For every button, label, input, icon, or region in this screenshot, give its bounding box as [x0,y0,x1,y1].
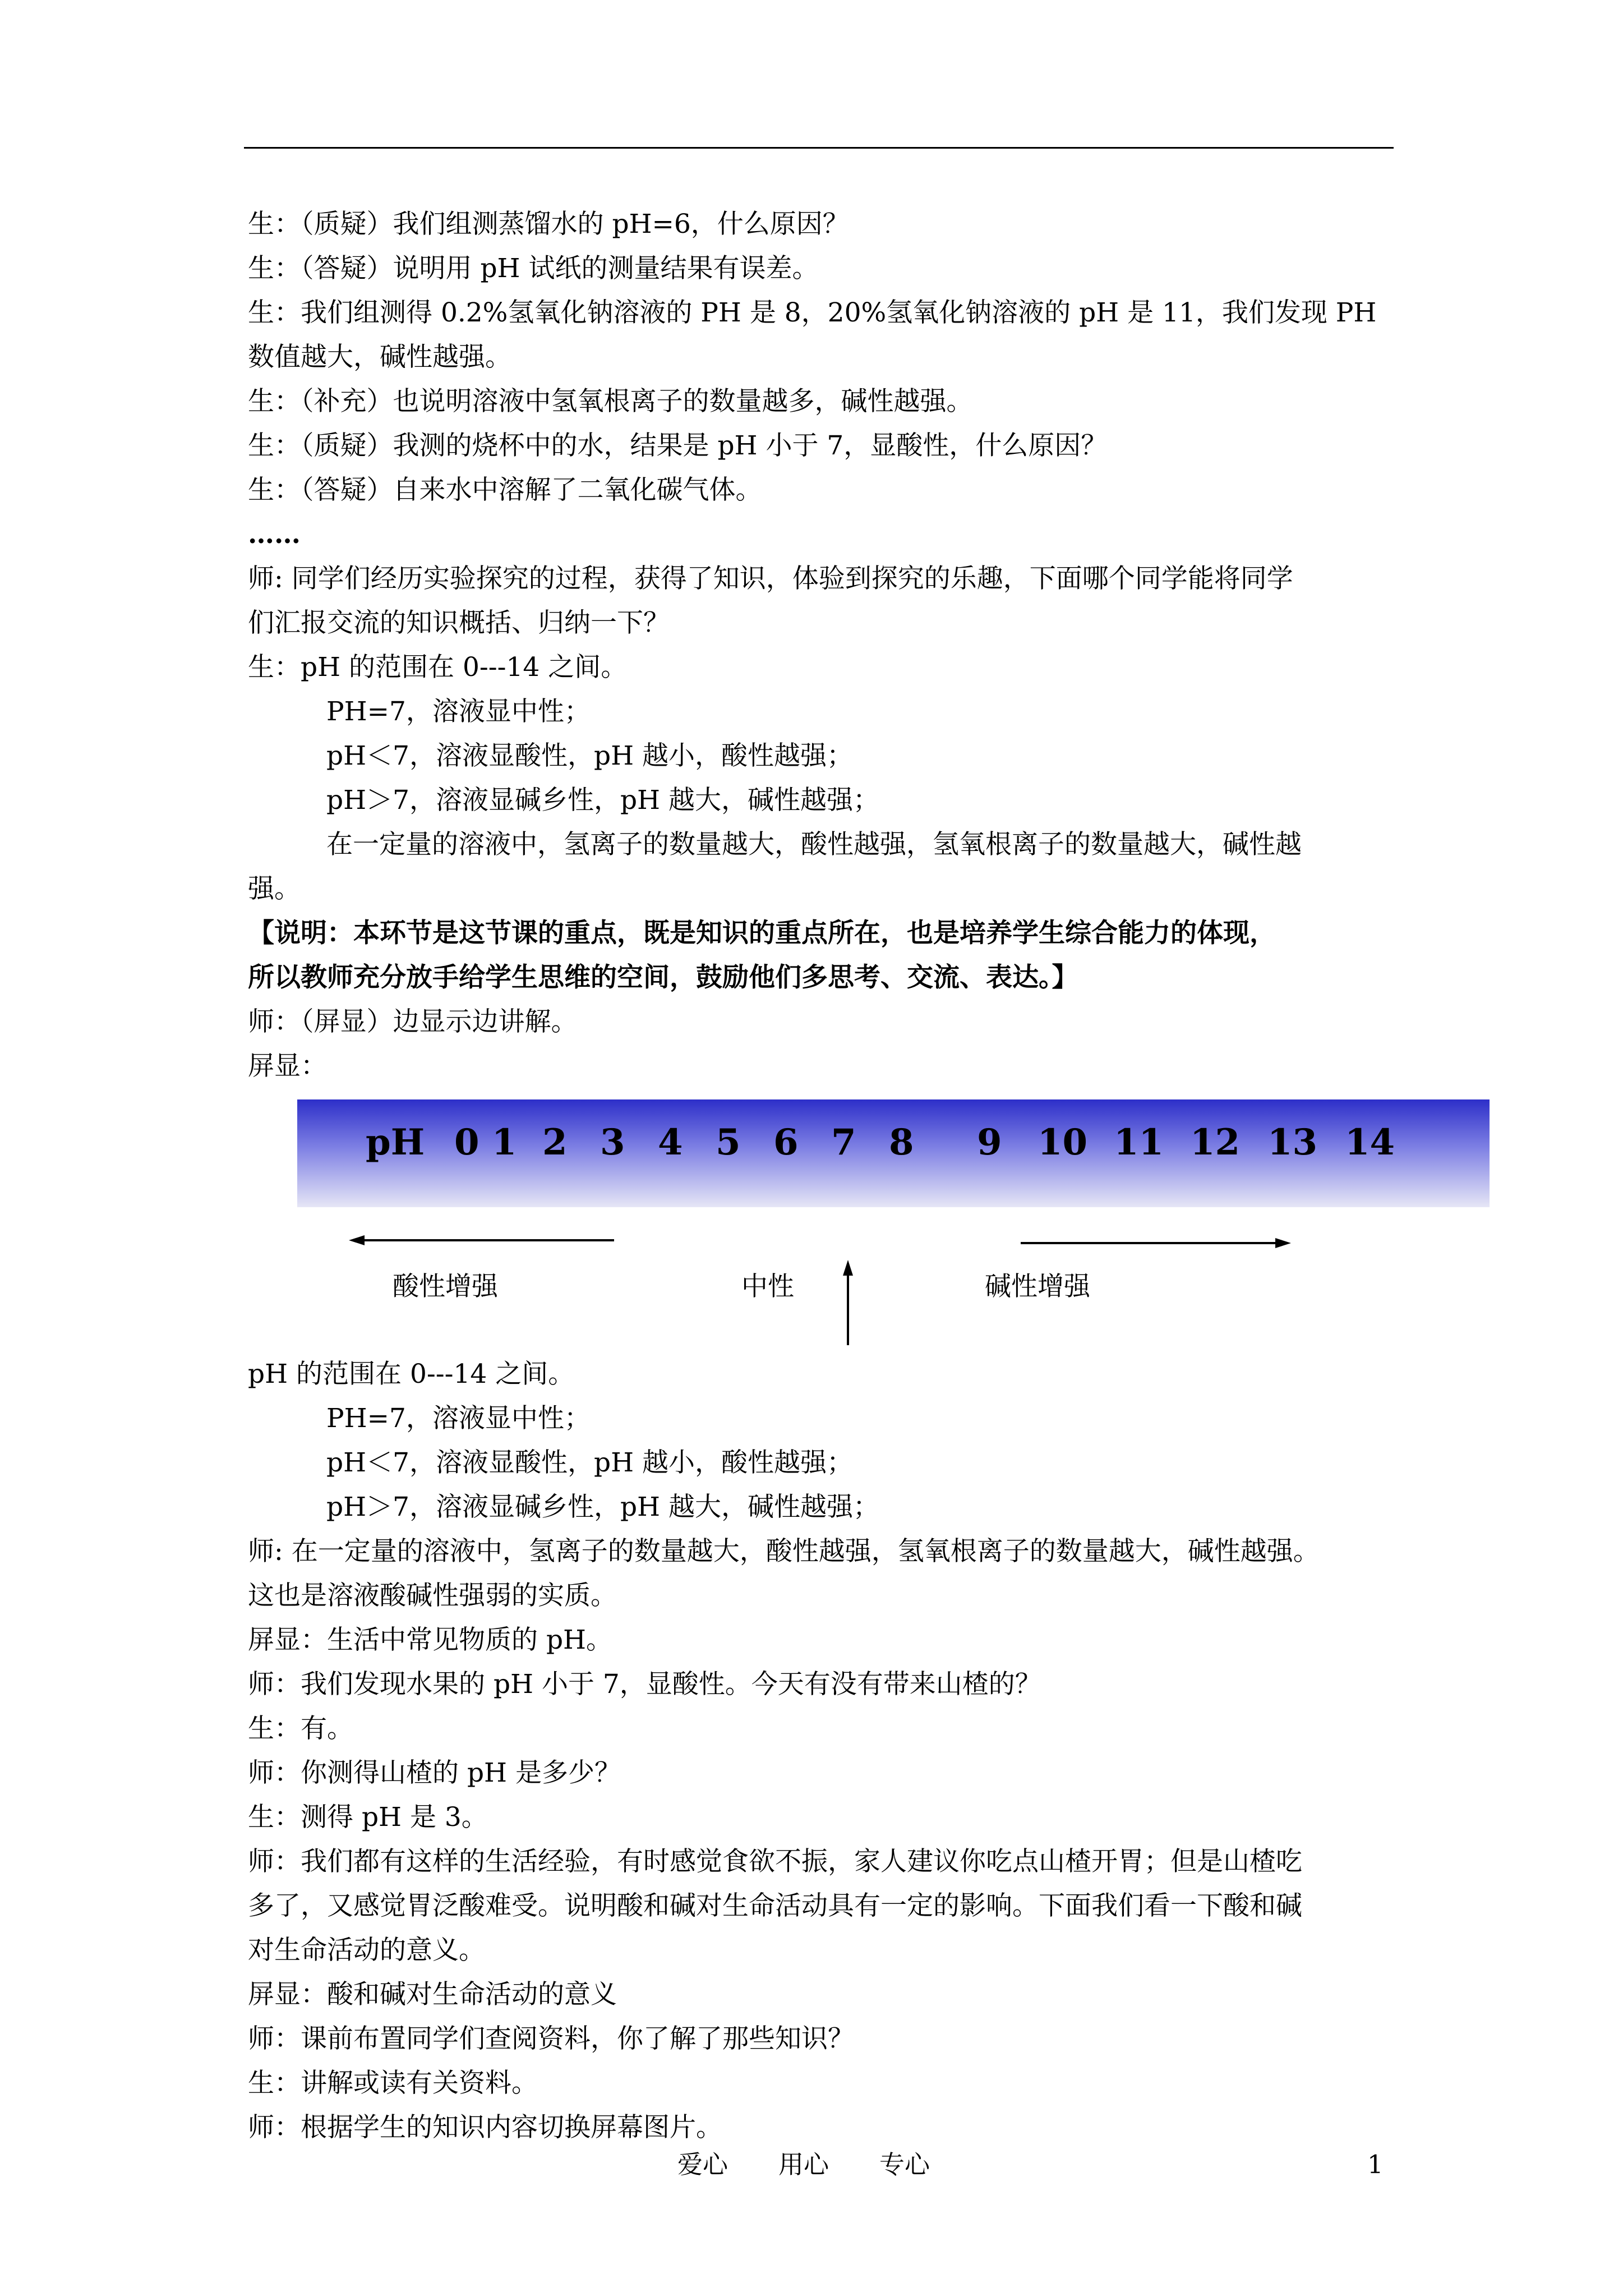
ph-number: 12 [1190,1121,1241,1163]
text-line: 师：你测得山楂的 pH 是多少？ [248,1757,621,1788]
text-line: 生：pH 的范围在 0---14 之间。 [248,652,628,683]
text-line: 屏显： [248,1051,327,1082]
text-line: 师：我们都有这样的生活经验，有时感觉食欲不振，家人建议你吃点山楂开胃；但是山楂吃 [248,1846,1302,1877]
text-line: 师: 同学们经历实验探究的过程，获得了知识，体验到探究的乐趣，下面哪个同学能将同学 [248,563,1293,594]
text-line: 数值越大，碱性越强。 [248,342,511,372]
ph-scale-diagram [248,1088,1398,1352]
text-line: 生：我们组测得 0.2%氢氧化钠溶液的 PH 是 8，20%氢氧化钠溶液的 pH 是 11，我们发现 PH [248,297,1377,328]
document-body [248,202,1398,2150]
indented-line: pH＞7，溶液显碱乡性，pH 越大，碱性越强； [326,1492,879,1522]
ph-number: 2 [542,1121,568,1163]
indented-line: 在一定量的溶液中，氢离子的数量越大，酸性越强，氢氧根离子的数量越大，碱性越 [326,829,1302,860]
text-line: 对生命活动的意义。 [248,1935,485,1966]
text-line: 师：根据学生的知识内容切换屏幕图片。 [248,2112,722,2143]
ellipsis-line: …… [248,519,301,550]
note-line: 所以教师充分放手给学生思维的空间，鼓励他们多思考、交流、表达。】 [248,962,1078,993]
text-line: 生：有。 [248,1713,353,1744]
text-line: pH 的范围在 0---14 之间。 [248,1359,575,1389]
ph-number: 6 [773,1121,799,1163]
text-line: 生：（答疑）说明用 pH 试纸的测量结果有误差。 [248,253,819,284]
base-arrow-icon [1021,1238,1291,1248]
ph-number: 9 [977,1121,1002,1163]
text-line: 屏显：酸和碱对生命活动的意义 [248,1979,617,2010]
ph-number: 14 [1345,1121,1395,1163]
indented-line: pH＜7，溶液显酸性，pH 越小，酸性越强； [326,1447,853,1478]
indented-line: PH=7，溶液显中性； [326,1403,591,1434]
neutral-arrow-icon [843,1260,853,1345]
text-line: 生：（补充）也说明溶液中氢氧根离子的数量越多，碱性越强。 [248,386,973,417]
ph-number: 7 [831,1121,856,1163]
note-line: 【说明：本环节是这节课的重点，既是知识的重点所在，也是培养学生综合能力的体现， [248,918,1276,949]
text-line: 生：（质疑）我们组测蒸馏水的 pH=6，什么原因？ [248,209,849,240]
indented-line: PH=7，溶液显中性； [326,696,591,727]
text-line: 强。 [248,873,301,904]
ph-scale-label: pH [366,1121,425,1163]
text-line: 们汇报交流的知识概括、归纳一下？ [248,608,670,638]
diagram-arrows [248,1088,1482,1352]
text-line: 生：讲解或读有关资料。 [248,2068,538,2099]
ph-number: 10 [1038,1121,1088,1163]
text-line: 屏显：生活中常见物质的 pH。 [248,1625,613,1655]
neutral-label: 中性 [741,1271,794,1302]
text-line: 生：（答疑）自来水中溶解了二氧化碳气体。 [248,475,762,505]
indented-line: pH＜7，溶液显酸性，pH 越小，酸性越强； [326,740,853,771]
indented-line: pH＞7，溶液显碱乡性，pH 越大，碱性越强； [326,785,879,816]
acid-label: 酸性增强 [393,1271,498,1302]
text-line: 师: 在一定量的溶液中，氢离子的数量越大，酸性越强，氢氧根离子的数量越大，碱性越强。 [248,1536,1320,1567]
ph-number: 5 [716,1121,741,1163]
text-line: 这也是溶液酸碱性强弱的实质。 [248,1580,617,1611]
ph-number: 0 1 [454,1121,517,1163]
text-line: 师：（屏显）边显示边讲解。 [248,1006,578,1037]
base-label: 碱性增强 [985,1271,1090,1302]
text-line: 生：测得 pH 是 3。 [248,1802,488,1833]
ph-number: 8 [889,1121,914,1163]
ph-number: 4 [658,1121,683,1163]
text-line: 多了，又感觉胃泛酸难受。说明酸和碱对生命活动具有一定的影响。下面我们看一下酸和碱 [248,1890,1302,1921]
text-line: 生：（质疑）我测的烧杯中的水，结果是 pH 小于 7，显酸性，什么原因？ [248,430,1108,461]
text-line: 师：我们发现水果的 pH 小于 7，显酸性。今天有没有带来山楂的？ [248,1669,1041,1700]
ph-number: 11 [1114,1121,1164,1163]
acid-arrow-icon [349,1235,614,1245]
page-number: 1 [1367,2150,1384,2179]
header-rule [244,147,1394,149]
footer-motto: 爱心 用心 专心 [677,2150,930,2179]
ph-number: 13 [1267,1121,1318,1163]
text-line: 师：课前布置同学们查阅资料，你了解了那些知识？ [248,2023,854,2054]
ph-number: 3 [600,1121,625,1163]
